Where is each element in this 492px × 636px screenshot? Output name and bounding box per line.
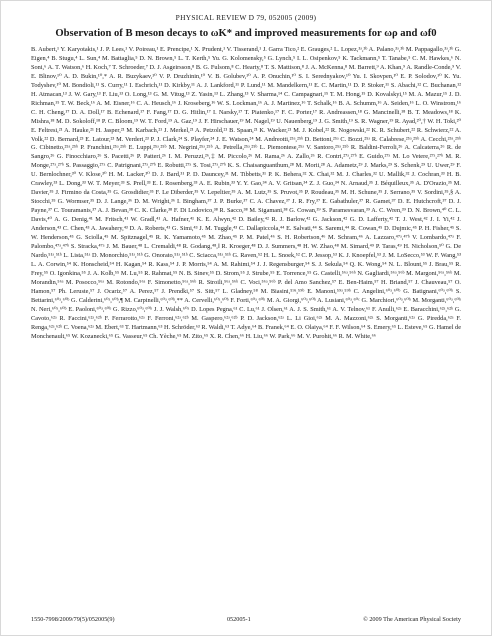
- article-title: Observation of B meson decays to ωK* and improved measurements for ωρ and ωf0: [55, 28, 437, 39]
- footer-copyright: © 2009 The American Physical Society: [363, 616, 461, 623]
- footer-issn: 1550-7998/2009/79(5)/052005(9): [31, 616, 115, 623]
- running-head: PHYSICAL REVIEW D 79, 052005 (2009): [175, 13, 317, 22]
- page-footer: [31, 616, 461, 623]
- author-list: B. Aubert,¹ Y. Karyotakis,¹ J. P. Lees,¹ V. Poireau,¹ E. Prencipe,¹ X. Prudent,¹ V. Tisserand,¹ J. Garra Tico,² E. Grauges,² L. Lopez,³ᵃ,³ᵇ A. Palano,³ᵃ,³ᵇ M. Pappagallo,³ᵃ,³ᵇ G. Eigen,⁴ B. Stugu,⁴ L. Sun,⁴ M. Battaglia,⁵ D. N. Brown,⁵ L. T. Kerth,⁵ Yu. G. Kolomensky,⁵ G. Lynch,⁵ I. L. Osipenkov,⁵ K. Tackmann,⁵ T. Tanabe,⁵ C. M. Hawkes,⁶ N. Soni,⁶ A. T. Watson,⁶ H. Koch,⁷ T. Schroeder,⁷ D. J. Asgeirsson,⁸ B. G. Fulsom,⁸ C. Hearty,⁸ T. S. Mattison,⁸ J. A. McKenna,⁸ M. Barrett,⁹ A. Khan,⁹ A. Randle-Conde,⁹ V. E. Blinov,¹⁰ A. D. Bukin,¹⁰,* A. R. Buzykaev,¹⁰ V. P. Druzhinin,¹⁰ V. B. Golubev,¹⁰ A. P. Onuchin,¹⁰ S. I. Serednyakov,¹⁰ Yu. I. Skovpen,¹⁰ E. P. Solodov,¹⁰ K. Yu. Todyshev,¹⁰ M. Bondioli,¹¹ S. Curry,¹¹ I. Eschrich,¹¹ D. Kirkby,¹¹ A. J. Lankford,¹¹ P. Lund,¹¹ M. Mandelkern,¹¹ E. C. Martin,¹¹ D. P. Stoker,¹¹ S. Abachi,¹² C. Buchanan,¹² H. Atmacan,¹³ J. W. Gary,¹³ F. Liu,¹³ O. Long,¹³ G. M. Vitug,¹³ Z. Yasin,¹³ L. Zhang,¹³ V. Sharma,¹⁴ C. Campagnari,¹⁵ T. M. Hong,¹⁵ D. Kovalskyi,¹⁵ M. A. Mazur,¹⁵ J. D. Richman,¹⁵ T. W. Beck,¹⁶ A. M. Eisner,¹⁶ C. A. Heusch,¹⁶ J. Kroseberg,¹⁶ W. S. Lockman,¹⁶ A. J. Martinez,¹⁶ T. Schalk,¹⁶ B. A. Schumm,¹⁶ A. Seiden,¹⁶ L. O. Winstrom,¹⁶ C. H. Cheng,¹⁷ D. A. Doll,¹⁷ B. Echenard,¹⁷ F. Fang,¹⁷ D. G. Hitlin,¹⁷ I. Narsky,¹⁷ T. Piatenko,¹⁷ F. C. Porter,¹⁷ R. Andreassen,¹⁸ G. Mancinelli,¹⁸ B. T. Meadows,¹⁸ K. Mishra,¹⁸ M. D. Sokoloff,¹⁸ P. C. Bloom,¹⁹ W. T. Ford,¹⁹ A. Gaz,¹⁹ J. F. Hirschauer,¹⁹ M. Nagel,¹⁹ U. Nauenberg,¹⁹ J. G. Smith,¹⁹ S. R. Wagner,¹⁹ R. Ayad,²⁰,† W. H. Toki,²⁰ E. Feltresi,²¹ A. Hauke,²¹ H. Jasper,²¹ M. Karbach,²¹ J. Merkel,²¹ A. Petzold,²¹ B. Spaan,²¹ K. Wacker,²¹ M. J. Kobel,²² R. Nogowski,²² K. R. Schubert,²² R. Schwierz,²² A. Volk,²² D. Bernard,²³ E. Latour,²³ M. Verderi,²³ P. J. Clark,²⁴ S. Playfer,²⁴ J. E. Watson,²⁴ M. Andreotti,²⁵ᵃ,²⁵ᵇ D. Bettoni,²⁵ᵃ C. Bozzi,²⁵ᵃ R. Calabrese,²⁵ᵃ,²⁵ᵇ A. Cecchi,²⁵ᵃ,²⁵ᵇ G. Cibinetto,²⁵ᵃ,²⁵ᵇ P. Franchini,²⁵ᵃ,²⁵ᵇ E. Luppi,²⁵ᵃ,²⁵ᵇ M. Negrini,²⁵ᵃ,²⁵ᵇ A. Petrella,²⁵ᵃ,²⁵ᵇ L. Piemontese,²⁵ᵃ V. Santoro,²⁵ᵃ,²⁵ᵇ R. Baldini-Ferroli,²⁶ A. Calcaterra,²⁶ R. de Sangro,²⁶ G. Finocchiaro,²⁶ S. Pacetti,²⁶ P. Patteri,²⁶ I. M. Peruzzi,²⁶,‡ M. Piccolo,²⁶ M. Rama,²⁶ A. Zallo,²⁶ R. Contri,²⁷ᵃ,²⁷ᵇ E. Guido,²⁷ᵃ M. Lo Vetere,²⁷ᵃ,²⁷ᵇ M. R. Monge,²⁷ᵃ,²⁷ᵇ S. Passaggio,²⁷ᵃ C. Patrignani,²⁷ᵃ,²⁷ᵇ E. Robutti,²⁷ᵃ S. Tosi,²⁷ᵃ,²⁷ᵇ K. S. Chaisanguanthum,²⁸ M. Morii,²⁸ A. Adametz,²⁹ J. Marks,²⁹ S. Schenk,²⁹ U. Uwer,²⁹ F. U. Bernlochner,³⁰ V. Klose,³⁰ H. M. Lacker,³⁰ D. J. Bard,³¹ P. D. Dauncey,³¹ M. Tibbetts,³¹ P. K. Behera,³² X. Chai,³² M. J. Charles,³² U. Mallik,³² J. Cochran,³³ H. B. Crawley,³³ L. Dong,³³ W. T. Meyer,³³ S. Prell,³³ E. I. Rosenberg,³³ A. E. Rubin,³³ Y. Y. Gao,³⁴ A. V. Gritsan,³⁴ Z. J. Guo,³⁴ N. Arnaud,³⁵ J. Béquilleux,³⁵ A. D'Orazio,³⁵ M. Davier,³⁵ J. Firmino da Costa,³⁵ G. Grosdidier,³⁵ F. Le Diberder,³⁵ V. Lepeltier,³⁵ A. M. Lutz,³⁵ S. Pruvot,³⁵ P. Roudeau,³⁵ M. H. Schune,³⁵ J. Serrano,³⁵ V. Sordini,³⁵,§ A. Stocchi,³⁵ G. Wormser,³⁵ D. J. Lange,³⁶ D. M. Wright,³⁶ I. Bingham,³⁷ J. P. Burke,³⁷ C. A. Chavez,³⁷ J. R. Fry,³⁷ E. Gabathuler,³⁷ R. Gamet,³⁷ D. E. Hutchcroft,³⁷ D. J. Payne,³⁷ C. Touramanis,³⁷ A. J. Bevan,³⁸ C. K. Clarke,³⁸ F. Di Lodovico,³⁸ R. Sacco,³⁸ M. Sigamani,³⁸ G. Cowan,³⁹ S. Paramesvaran,³⁹ A. C. Wren,³⁹ D. N. Brown,⁴⁰ C. L. Davis,⁴⁰ A. G. Denig,⁴¹ M. Fritsch,⁴¹ W. Gradl,⁴¹ A. Hafner,⁴¹ K. E. Alwyn,⁴² D. Bailey,⁴² R. J. Barlow,⁴² G. Jackson,⁴² G. D. Lafferty,⁴² T. J. West,⁴² J. I. Yi,⁴² J. Anderson,⁴³ C. Chen,⁴³ A. Jawahery,⁴³ D. A. Roberts,⁴³ G. Simi,⁴³ J. M. Tuggle,⁴³ C. Dallapiccola,⁴⁴ E. Salvati,⁴⁴ S. Saremi,⁴⁴ R. Cowan,⁴⁵ D. Dujmic,⁴⁵ P. H. Fisher,⁴⁵ S. W. Henderson,⁴⁵ G. Sciolla,⁴⁵ M. Spitznagel,⁴⁵ R. K. Yamamoto,⁴⁵ M. Zhao,⁴⁵ P. M. Patel,⁴⁶ S. H. Robertson,⁴⁶ M. Schram,⁴⁶ A. Lazzaro,⁴⁷ᵃ,⁴⁷ᵇ V. Lombardo,⁴⁷ᵃ F. Palombo,⁴⁷ᵃ,⁴⁷ᵇ S. Stracka,⁴⁷ᵃ J. M. Bauer,⁴⁸ L. Cremaldi,⁴⁸ R. Godang,⁴⁸,‖ R. Kroeger,⁴⁸ D. J. Summers,⁴⁸ H. W. Zhao,⁴⁸ M. Simard,⁴⁹ P. Taras,⁴⁹ H. Nicholson,⁵⁰ G. De Nardo,⁵¹ᵃ,⁵¹ᵇ L. Lista,⁵¹ᵃ D. Monorchio,⁵¹ᵃ,⁵¹ᵇ G. Onorato,⁵¹ᵃ,⁵¹ᵇ C. Sciacca,⁵¹ᵃ,⁵¹ᵇ G. Raven,⁵² H. L. Snoek,⁵² C. P. Jessop,⁵³ K. J. Knoepfel,⁵³ J. M. LoSecco,⁵³ W. F. Wang,⁵³ L. A. Corwin,⁵⁴ K. Honscheid,⁵⁴ H. Kagan,⁵⁴ R. Kass,⁵⁴ J. P. Morris,⁵⁴ A. M. Rahimi,⁵⁴ J. J. Regensburger,⁵⁴ S. J. Sekula,⁵⁴ Q. K. Wong,⁵⁴ N. L. Blount,⁵⁵ J. Brau,⁵⁵ R. Frey,⁵⁵ O. Igonkina,⁵⁵ J. A. Kolb,⁵⁵ M. Lu,⁵⁵ R. Rahmat,⁵⁵ N. B. Sinev,⁵⁵ D. Strom,⁵⁵ J. Strube,⁵⁵ E. Torrence,⁵⁵ G. Castelli,⁵⁶ᵃ,⁵⁶ᵇ N. Gagliardi,⁵⁶ᵃ,⁵⁶ᵇ M. Margoni,⁵⁶ᵃ,⁵⁶ᵇ M. Morandin,⁵⁶ᵃ M. Posocco,⁵⁶ᵃ M. Rotondo,⁵⁶ᵃ F. Simonetto,⁵⁶ᵃ,⁵⁶ᵇ R. Stroili,⁵⁶ᵃ,⁵⁶ᵇ C. Voci,⁵⁶ᵃ,⁵⁶ᵇ P. del Amo Sanchez,⁵⁷ E. Ben-Haim,⁵⁷ H. Briand,⁵⁷ J. Chauveau,⁵⁷ O. Hamon,⁵⁷ Ph. Leruste,⁵⁷ J. Ocariz,⁵⁷ A. Perez,⁵⁷ J. Prendki,⁵⁷ S. Sitt,⁵⁷ L. Gladney,⁵⁸ M. Biasini,⁵⁹ᵃ,⁵⁹ᵇ E. Manoni,⁵⁹ᵃ,⁵⁹ᵇ C. Angelini,⁶⁰ᵃ,⁶⁰ᵇ G. Batignani,⁶⁰ᵃ,⁶⁰ᵇ S. Bettarini,⁶⁰ᵃ,⁶⁰ᵇ G. Calderini,⁶⁰ᵃ,⁶⁰ᵇ,¶ M. Carpinelli,⁶⁰ᵃ,⁶⁰ᵇ,** A. Cervelli,⁶⁰ᵃ,⁶⁰ᵇ F. Forti,⁶⁰ᵃ,⁶⁰ᵇ M. A. Giorgi,⁶⁰ᵃ,⁶⁰ᵇ A. Lusiani,⁶⁰ᵃ,⁶⁰ᶜ G. Marchiori,⁶⁰ᵃ,⁶⁰ᵇ M. Morganti,⁶⁰ᵃ,⁶⁰ᵇ N. Neri,⁶⁰ᵃ,⁶⁰ᵇ E. Paoloni,⁶⁰ᵃ,⁶⁰ᵇ G. Rizzo,⁶⁰ᵃ,⁶⁰ᵇ J. J. Walsh,⁶⁰ᵃ D. Lopes Pegna,⁶¹ C. Lu,⁶¹ J. Olsen,⁶¹ A. J. S. Smith,⁶¹ A. V. Telnov,⁶¹ F. Anulli,⁶²ᵃ E. Baracchini,⁶²ᵃ,⁶²ᵇ G. Cavoto,⁶²ᵃ R. Faccini,⁶²ᵃ,⁶²ᵇ F. Ferrarotto,⁶²ᵃ F. Ferroni,⁶²ᵃ,⁶²ᵇ M. Gaspero,⁶²ᵃ,⁶²ᵇ P. D. Jackson,⁶²ᵃ L. Li Gioi,⁶²ᵃ M. A. Mazzoni,⁶²ᵃ S. Morganti,⁶²ᵃ G. Piredda,⁶²ᵃ F. Renga,⁶²ᵃ,⁶²ᵇ C. Voena,⁶²ᵃ M. Ebert,⁶³ T. Hartmann,⁶³ H. Schröder,⁶³ R. Waldi,⁶³ T. Adye,⁶⁴ B. Franek,⁶⁴ E. O. Olaiya,⁶⁴ F. F. Wilson,⁶⁴ S. Emery,⁶⁵ L. Esteve,⁶⁵ G. Hamel de Monchenault,⁶⁵ W. Kozanecki,⁶⁵ G. Vasseur,⁶⁵ Ch. Yèche,⁶⁵ M. Zito,⁶⁵ X. R. Chen,⁶⁶ H. Liu,⁶⁶ W. Park,⁶⁶ M. V. Purohit,⁶⁶ R. M. White,⁶⁶: [31, 46, 461, 340]
- footer-page-number: 052005-1: [226, 616, 251, 623]
